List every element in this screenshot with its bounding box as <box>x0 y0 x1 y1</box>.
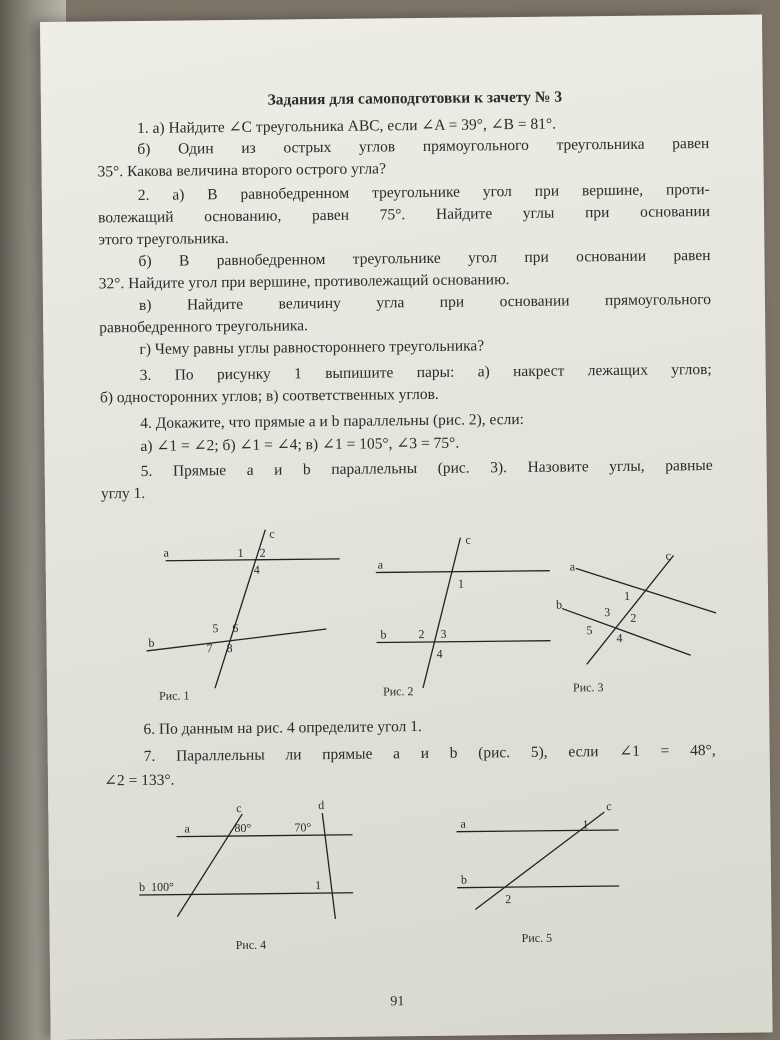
fig3-angle-2: 2 <box>630 610 637 625</box>
fig1-angle-5: 5 <box>212 621 219 636</box>
fig1-label-a: a <box>163 545 169 560</box>
fig1-label-c: c <box>269 526 275 541</box>
fig2-line-b <box>377 641 551 643</box>
fig5-label-a: a <box>460 816 466 831</box>
fig4-line-d <box>322 813 335 919</box>
fig2-label-c: c <box>465 532 471 547</box>
fig5-line-b <box>457 886 619 888</box>
task-1a: 1. а) Найдите ∠C треугольника ABC, если ∠A = 39°, ∠B = 81°. <box>137 115 557 137</box>
fig1-caption: Рис. 1 <box>158 688 190 703</box>
task-1b-cont: 35°. Какова величина второго острого угла? <box>97 160 386 181</box>
fig4-line-a <box>177 835 353 837</box>
fig5-line-a <box>457 830 619 832</box>
fig2-label-a: a <box>377 557 384 572</box>
task-2a: 2. а) В равнобедренном треугольнике угол при вершине, проти- <box>137 180 710 204</box>
fig4-label-c: c <box>236 800 242 815</box>
fig3-caption: Рис. 3 <box>572 680 604 695</box>
figures-row-1 <box>95 495 717 701</box>
task-4-cont: а) ∠1 = ∠2; б) ∠1 = ∠4; в) ∠1 = 105°, ∠3 = 75°. <box>140 434 460 455</box>
fig5-label-b: b <box>460 872 468 887</box>
fig3-label-b: b <box>556 597 563 612</box>
task-2a-cont: волежащий основанию, равен 75°. Найдите углы при основании <box>97 202 711 227</box>
fig4-angle-70: 70° <box>294 820 312 835</box>
fig1-angle-8: 8 <box>226 641 233 656</box>
task-5: 5. Прямые a и b параллельны (рис. 3). Назовите углы, равные <box>140 456 713 480</box>
fig4-label-a: a <box>184 821 190 836</box>
task-6: 6. По данным на рис. 4 определите угол 1. <box>143 718 422 738</box>
fig2-line-c <box>421 538 462 688</box>
fig5-caption: Рис. 5 <box>521 930 553 946</box>
fig4-caption: Рис. 4 <box>235 937 267 953</box>
fig4-angle-1: 1 <box>314 878 322 893</box>
fig1-angle-6: 6 <box>232 620 239 636</box>
task-2v-cont: равнобедренного треугольника. <box>99 317 309 337</box>
fig1-angle-4: 4 <box>253 562 260 577</box>
task-1b: б) Один из острых углов прямоугольного треугольника равен <box>137 134 710 158</box>
task-2a-end: этого треугольника. <box>98 230 229 249</box>
task-5-cont: углу 1. <box>100 484 146 503</box>
fig2-angle-4: 4 <box>436 646 443 661</box>
task-3: 3. По рисунку 1 выпишите пары: а) накрест лежащих углов; <box>139 360 712 384</box>
fig2-label-b: b <box>380 627 387 642</box>
task-7-cont: ∠2 = 133°. <box>103 771 175 790</box>
fig3-angle-5: 5 <box>586 623 593 638</box>
fig1-angle-7: 7 <box>206 641 213 656</box>
fig5-angle-1: 1 <box>582 817 589 832</box>
book-page <box>40 14 773 1040</box>
fig2-angle-2: 2 <box>418 627 425 642</box>
fig1-angle-2: 2 <box>259 545 266 560</box>
task-2g: г) Чему равны углы равностороннего треугольника? <box>139 337 485 358</box>
task-2b: б) В равнобедренном треугольнике угол при основании равен <box>138 246 711 270</box>
fig2-angle-1: 1 <box>457 576 464 591</box>
fig3-angle-1: 1 <box>623 588 631 603</box>
figures-row-2 <box>98 786 659 932</box>
task-4: 4. Докажите, что прямые a и b параллельны (рис. 2), если: <box>140 410 525 432</box>
fig4-angle-80: 80° <box>234 820 252 836</box>
fig1-angle-1: 1 <box>237 545 244 560</box>
page-title: Задания для самоподготовки к зачету № 3 <box>267 88 563 109</box>
fig4-angle-100: 100° <box>150 879 174 894</box>
fig3-label-a: a <box>569 559 576 574</box>
task-3-cont: б) односторонних углов; в) соответственных углов. <box>99 385 439 407</box>
fig3-label-c: c <box>665 548 672 563</box>
fig4-label-d: d <box>318 798 325 813</box>
fig1-line-a <box>166 559 340 561</box>
fig2-line-a <box>376 571 550 573</box>
page-number: 91 <box>390 994 405 1010</box>
fig2-caption: Рис. 2 <box>382 684 414 699</box>
fig3-angle-4: 4 <box>616 630 623 645</box>
task-7: 7. Параллельны ли прямые a и b (рис. 5), если ∠1 = 48°, <box>143 741 716 765</box>
task-2b-cont: 32°. Найдите угол при вершине, противолежащий основанию. <box>98 271 510 293</box>
fig4-label-b: b <box>138 879 146 895</box>
fig2-angle-3: 3 <box>440 626 447 641</box>
fig3-angle-3: 3 <box>604 605 611 620</box>
fig5-label-c: c <box>606 799 612 814</box>
fig5-angle-2: 2 <box>505 892 512 907</box>
fig1-label-b: b <box>148 635 155 650</box>
task-2v: в) Найдите величину угла при основании прямоугольного <box>138 290 712 314</box>
